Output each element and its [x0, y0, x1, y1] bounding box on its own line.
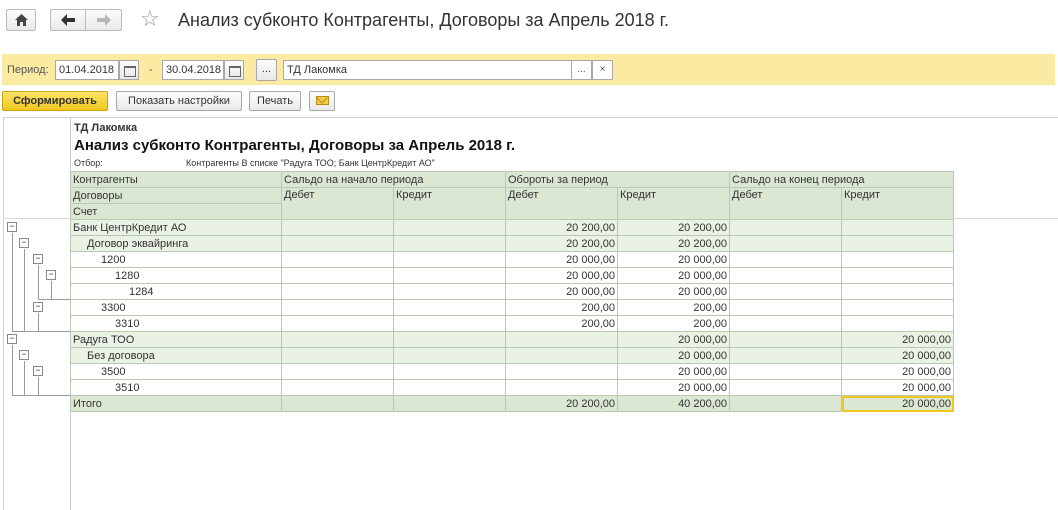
cell-oc[interactable]: [394, 220, 506, 236]
tree-line: [51, 281, 52, 299]
cell-oc[interactable]: [394, 252, 506, 268]
cell-cd[interactable]: [730, 268, 842, 284]
cell-od[interactable]: [282, 268, 394, 284]
tree-line: [51, 299, 70, 300]
cell-oc[interactable]: [394, 300, 506, 316]
tree-line: [24, 249, 25, 331]
cell-tc[interactable]: 20 000,00: [618, 364, 730, 380]
table-row[interactable]: [71, 220, 954, 236]
cell-cc[interactable]: [842, 220, 954, 236]
cell-cc[interactable]: 20 000,00: [842, 380, 954, 396]
cell-oc[interactable]: [394, 332, 506, 348]
total-row[interactable]: [71, 396, 954, 412]
total-cc[interactable]: 20 000,00: [842, 396, 954, 412]
collapse-toggle-icon[interactable]: −: [33, 302, 43, 312]
cell-cd[interactable]: [730, 348, 842, 364]
collapse-toggle-icon[interactable]: −: [19, 350, 29, 360]
cell-td[interactable]: [506, 380, 618, 396]
row-label[interactable]: 1284: [71, 284, 282, 300]
header-closing-credit: Кредит: [842, 188, 954, 220]
cell-td[interactable]: 20 200,00: [506, 236, 618, 252]
cell-cd[interactable]: [730, 220, 842, 236]
tree-line: [38, 265, 39, 299]
header-closing: Сальдо на конец периода: [730, 172, 954, 188]
cell-od[interactable]: [282, 284, 394, 300]
row-label[interactable]: Банк ЦентрКредит АО: [71, 220, 282, 236]
cell-td[interactable]: [506, 364, 618, 380]
cell-od[interactable]: [282, 380, 394, 396]
report-table: [70, 171, 954, 412]
calendar-to-icon[interactable]: [224, 60, 244, 80]
cell-cd[interactable]: [730, 284, 842, 300]
cell-oc[interactable]: [394, 364, 506, 380]
tree-line: [24, 361, 25, 395]
tree-line: [12, 233, 13, 331]
cell-td[interactable]: 20 000,00: [506, 284, 618, 300]
cell-td[interactable]: 20 000,00: [506, 268, 618, 284]
cell-oc[interactable]: [394, 284, 506, 300]
cell-od[interactable]: [282, 364, 394, 380]
cell-tc[interactable]: 20 000,00: [618, 284, 730, 300]
row-label[interactable]: Без договора: [71, 348, 282, 364]
filter-label: Отбор:: [74, 158, 103, 168]
cell-cd[interactable]: [730, 300, 842, 316]
cell-cc[interactable]: [842, 236, 954, 252]
header-account: Счет: [71, 204, 282, 220]
cell-td[interactable]: [506, 348, 618, 364]
header-contractors: Контрагенты: [71, 172, 282, 188]
header-row-1: [71, 172, 954, 188]
cell-cd[interactable]: [730, 364, 842, 380]
favorite-star-icon[interactable]: ☆: [140, 6, 160, 31]
organization-clear-button[interactable]: ×: [592, 60, 613, 80]
total-od[interactable]: [282, 396, 394, 412]
cell-od[interactable]: [282, 236, 394, 252]
cell-oc[interactable]: [394, 380, 506, 396]
cell-cc[interactable]: 20 000,00: [842, 348, 954, 364]
row-label[interactable]: 3310: [71, 316, 282, 332]
tree-line: [38, 331, 70, 332]
table-row[interactable]: [71, 332, 954, 348]
cell-td[interactable]: 20 200,00: [506, 220, 618, 236]
forward-button[interactable]: [86, 9, 122, 31]
table-row[interactable]: [71, 348, 954, 364]
total-cd[interactable]: [730, 396, 842, 412]
tree-line: [38, 313, 39, 331]
title-bar: [0, 0, 1058, 44]
cell-cd[interactable]: [730, 332, 842, 348]
tree-line: [38, 377, 39, 395]
home-button[interactable]: [6, 9, 36, 31]
tree-line: [38, 395, 70, 396]
header-turnover-debit: Дебет: [506, 188, 618, 220]
calendar-from-icon[interactable]: [119, 60, 139, 80]
report-organization: ТД Лакомка: [74, 122, 138, 134]
table-row[interactable]: [71, 300, 954, 316]
cell-cc[interactable]: [842, 284, 954, 300]
arrow-right-icon: [97, 14, 111, 26]
collapse-toggle-icon[interactable]: −: [19, 238, 29, 248]
period-select-button[interactable]: ...: [256, 59, 277, 81]
table-row[interactable]: [71, 236, 954, 252]
cell-cc[interactable]: [842, 300, 954, 316]
cell-tc[interactable]: 200,00: [618, 316, 730, 332]
collapse-toggle-icon[interactable]: −: [7, 334, 17, 344]
arrow-left-icon: [61, 14, 75, 26]
cell-tc[interactable]: 20 000,00: [618, 252, 730, 268]
cell-od[interactable]: [282, 316, 394, 332]
total-label[interactable]: Итого: [71, 396, 282, 412]
print-button[interactable]: Печать: [249, 91, 301, 111]
cell-od[interactable]: [282, 348, 394, 364]
cell-tc[interactable]: 200,00: [618, 300, 730, 316]
cell-tc[interactable]: 20 200,00: [618, 236, 730, 252]
row-label[interactable]: 3300: [71, 300, 282, 316]
cell-cc[interactable]: 20 000,00: [842, 364, 954, 380]
show-settings-button[interactable]: Показать настройки: [116, 91, 242, 111]
cell-cc[interactable]: [842, 316, 954, 332]
date-from-field[interactable]: 01.04.2018: [55, 60, 119, 80]
window-title: Анализ субконто Контрагенты, Договоры за Апрель 2018 г.: [178, 10, 670, 30]
parameters-bar: [2, 54, 1055, 85]
back-button[interactable]: [50, 9, 86, 31]
cell-oc[interactable]: [394, 348, 506, 364]
cell-tc[interactable]: 20 000,00: [618, 268, 730, 284]
cell-od[interactable]: [282, 332, 394, 348]
cell-od[interactable]: [282, 252, 394, 268]
header-row-2: [71, 188, 954, 204]
cell-td[interactable]: 200,00: [506, 300, 618, 316]
collapse-toggle-icon[interactable]: −: [33, 254, 43, 264]
header-contracts: Договоры: [71, 188, 282, 204]
header-opening: Сальдо на начало периода: [282, 172, 506, 188]
cell-tc[interactable]: 20 000,00: [618, 348, 730, 364]
cell-cd[interactable]: [730, 316, 842, 332]
send-email-button[interactable]: [309, 91, 335, 111]
table-row[interactable]: [71, 268, 954, 284]
total-oc[interactable]: [394, 396, 506, 412]
cell-od[interactable]: [282, 300, 394, 316]
header-turnover: Обороты за период: [506, 172, 730, 188]
generate-button[interactable]: Сформировать: [2, 91, 108, 111]
date-to-field[interactable]: 30.04.2018: [162, 60, 224, 80]
cell-cc[interactable]: [842, 268, 954, 284]
header-turnover-credit: Кредит: [618, 188, 730, 220]
organization-select-button[interactable]: ...: [571, 60, 592, 80]
row-label[interactable]: 3510: [71, 380, 282, 396]
collapse-toggle-icon[interactable]: −: [7, 222, 17, 232]
table-row[interactable]: [71, 380, 954, 396]
cell-cc[interactable]: [842, 252, 954, 268]
cell-td[interactable]: [506, 332, 618, 348]
cell-oc[interactable]: [394, 236, 506, 252]
collapse-toggle-icon[interactable]: −: [46, 270, 56, 280]
table-row[interactable]: [71, 364, 954, 380]
cell-tc[interactable]: 20 000,00: [618, 380, 730, 396]
period-dash: -: [149, 64, 153, 76]
table-row[interactable]: [71, 316, 954, 332]
header-closing-debit: Дебет: [730, 188, 842, 220]
header-opening-debit: Дебет: [282, 188, 394, 220]
cell-tc[interactable]: 20 200,00: [618, 220, 730, 236]
cell-oc[interactable]: [394, 268, 506, 284]
cell-od[interactable]: [282, 220, 394, 236]
home-icon: [15, 14, 28, 26]
cell-cd[interactable]: [730, 252, 842, 268]
cell-cd[interactable]: [730, 236, 842, 252]
table-row[interactable]: [71, 284, 954, 300]
row-label[interactable]: 1280: [71, 268, 282, 284]
cell-cc[interactable]: 20 000,00: [842, 332, 954, 348]
cell-td[interactable]: 20 000,00: [506, 252, 618, 268]
row-label[interactable]: 1200: [71, 252, 282, 268]
row-label[interactable]: Радуга ТОО: [71, 332, 282, 348]
cell-cd[interactable]: [730, 380, 842, 396]
envelope-icon: [316, 96, 329, 105]
row-label[interactable]: Договор эквайринга: [71, 236, 282, 252]
total-tc[interactable]: 40 200,00: [618, 396, 730, 412]
table-row[interactable]: [71, 252, 954, 268]
total-td[interactable]: 20 200,00: [506, 396, 618, 412]
cell-td[interactable]: 200,00: [506, 316, 618, 332]
row-label[interactable]: 3500: [71, 364, 282, 380]
header-opening-credit: Кредит: [394, 188, 506, 220]
period-label: Период:: [7, 64, 49, 76]
cell-oc[interactable]: [394, 316, 506, 332]
organization-field[interactable]: ТД Лакомка: [283, 60, 572, 80]
cell-tc[interactable]: 20 000,00: [618, 332, 730, 348]
collapse-toggle-icon[interactable]: −: [33, 366, 43, 376]
tree-line: [12, 345, 13, 395]
filter-value: Контрагенты В списке "Радуга ТОО; Банк ЦентрКредит АО": [186, 158, 435, 168]
report-title: Анализ субконто Контрагенты, Договоры за Апрель 2018 г.: [74, 137, 516, 154]
